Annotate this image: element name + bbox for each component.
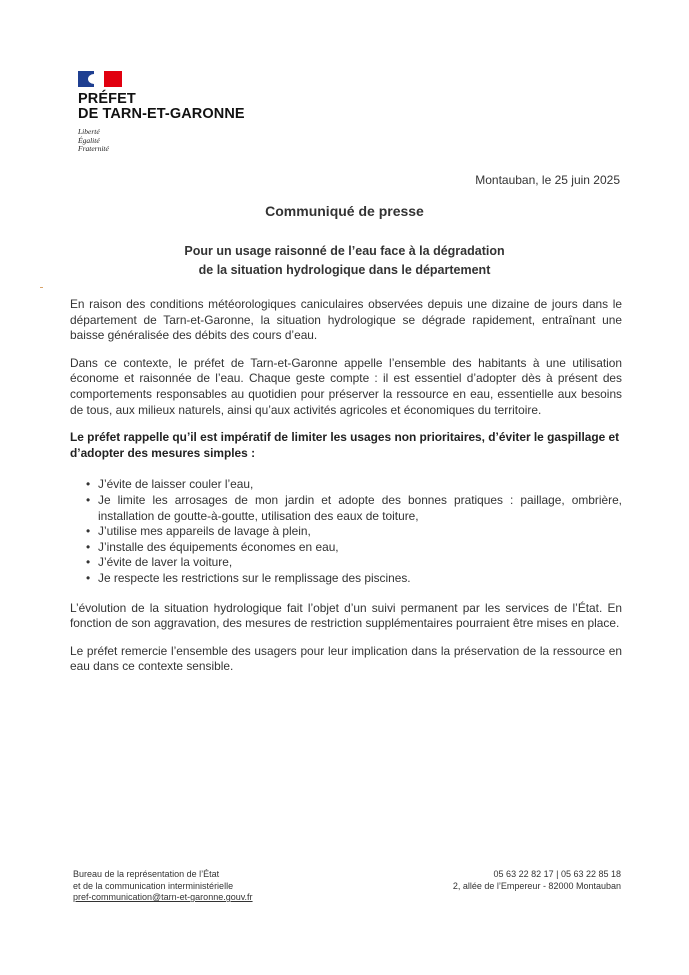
scan-speck	[40, 287, 43, 288]
date-line: Montauban, le 25 juin 2025	[475, 173, 620, 187]
list-item	[70, 493, 622, 524]
list-item	[70, 477, 622, 493]
prefecture-name	[78, 92, 338, 122]
footer-office-line2: et de la communication interministérielle	[73, 880, 234, 891]
marianne-flag-icon	[78, 71, 122, 87]
bullet-icon: •	[86, 570, 91, 585]
footer-office-line1: Bureau de la représentation de l’État	[73, 869, 220, 879]
prefecture-name-line1: PRÉFET	[78, 91, 136, 107]
list-item-text: J’utilise mes appareils de lavage à plein,	[98, 524, 311, 539]
republic-motto	[78, 128, 338, 154]
footer-phones: 05 63 22 82 17 | 05 63 22 85 18	[493, 869, 621, 879]
list-item-text: Je respecte les restrictions sur le remplissage des piscines.	[98, 570, 411, 585]
subtitle-line-2: de la situation hydrologique dans le département	[198, 263, 491, 277]
document-title: Communiqué de presse	[265, 203, 424, 219]
measures-list	[70, 477, 622, 586]
motto-egalite: Égalité	[78, 135, 100, 145]
footer-address: 2, allée de l’Empereur - 82000 Montauban	[452, 880, 621, 891]
footer-contact-details	[453, 869, 621, 892]
prefecture-logo-block	[78, 71, 338, 154]
paragraph-reminder: Le préfet rappelle qu’il est impératif de limiter les usages non prioritaires, d’éviter le gaspillage et d’adopter des mesures simples :	[70, 430, 620, 460]
list-item-text: J’installe des équipements économes en eau,	[98, 539, 339, 554]
list-item	[70, 540, 622, 556]
bullet-icon: •	[86, 492, 91, 507]
paragraph-context: En raison des conditions météorologiques caniculaires observées depuis une dizaine de jours dans le département de Tarn-et-Garonne, la situation hydrologique se dégrade rapidement, entraînant une baisse généralisée des débits des cours d’eau.	[70, 297, 622, 343]
list-item	[70, 524, 622, 540]
bullet-icon: •	[86, 477, 91, 492]
paragraph-monitoring: L’évolution de la situation hydrologique fait l’objet d’un suivi permanent par les services de l’État. En fonction de son aggravation, des mesures de restriction supplémentaires pourraient être mises en place.	[70, 600, 622, 631]
bullet-icon: •	[86, 555, 91, 570]
prefecture-name-line2: DE TARN-ET-GARONNE	[78, 106, 245, 122]
paragraph-thanks: Le préfet remercie l’ensemble des usagers pour leur implication dans la préservation de la ressource en eau dans ce contexte sensible.	[70, 643, 622, 674]
list-item	[70, 571, 622, 587]
bullet-icon: •	[86, 539, 91, 554]
press-release-body	[70, 297, 622, 687]
motto-liberte: Liberté	[78, 127, 100, 136]
bullet-icon: •	[86, 524, 91, 539]
list-item-text: Je limite les arrosages de mon jardin et adopte des bonnes pratiques : paillage, ombrière, installation de goutte-à-goutte, utilisation des eaux de toiture,	[98, 492, 622, 523]
subtitle-line-1: Pour un usage raisonné de l’eau face à la dégradation	[184, 244, 505, 258]
list-item-text: J’évite de laver la voiture,	[98, 555, 233, 570]
footer-contact-office	[73, 869, 253, 904]
list-item	[70, 555, 622, 571]
footer-email-link[interactable]: pref-communication@tarn-et-garonne.gouv.fr	[73, 892, 253, 902]
paragraph-appeal: Dans ce contexte, le préfet de Tarn-et-Garonne appelle l’ensemble des habitants à une utilisation économe et raisonnée de l’eau. Chaque geste compte : il est essentiel d’adopter dès à présent des comportements responsables au quotidien pour préserver la ressource en eau, essentielle aux besoins de tous, aux milieux naturels, ainsi qu’aux activités agricoles et économiques du territoire.	[70, 355, 622, 417]
document-subtitle	[0, 242, 689, 280]
list-item-text: J’évite de laisser couler l’eau,	[98, 477, 254, 492]
motto-fraternite: Fraternité	[78, 144, 109, 154]
